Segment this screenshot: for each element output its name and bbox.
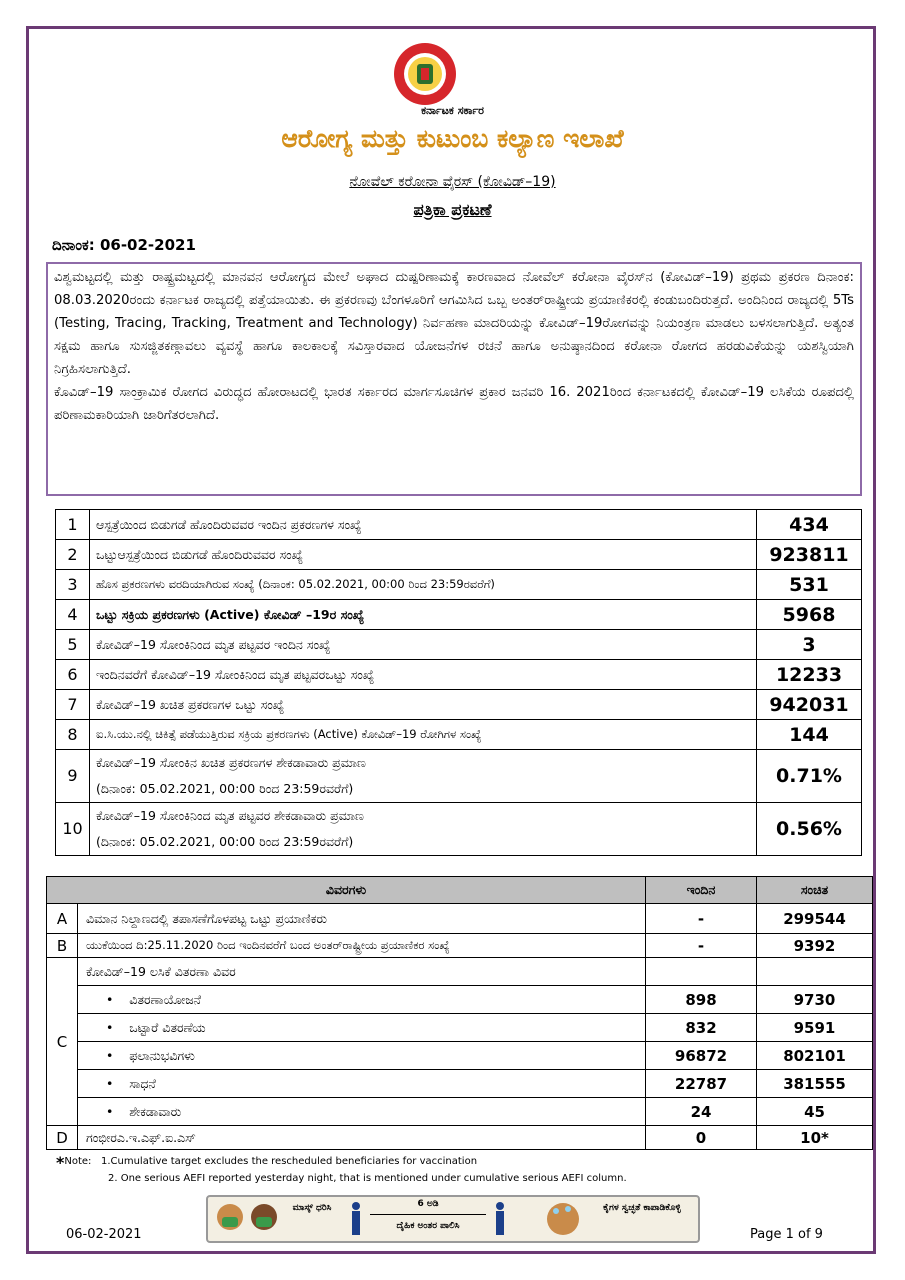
- distance-text: ದೈಹಿಕ ಅಂತರ ಪಾಲಿಸಿ: [396, 1221, 460, 1231]
- table-row: [47, 1126, 873, 1150]
- item-today: 22787: [646, 1070, 757, 1098]
- row-letter: A: [47, 904, 78, 934]
- empty-cell: [757, 958, 873, 986]
- row-today: 0: [646, 1126, 757, 1150]
- mask-text: ಮಾಸ್ಕ್ ಧರಿಸಿ: [292, 1203, 332, 1213]
- press-release-title: ಪತ್ರಿಕಾ ಪ್ರಕಟಣೆ: [413, 200, 492, 219]
- person-icon: [348, 1201, 364, 1237]
- table-row: [47, 958, 873, 986]
- item-label: ಫಲಾನುಭವಿಗಳು: [129, 1047, 195, 1063]
- intro-paragraph-1: ವಿಶ್ವಮಟ್ಟದಲ್ಲಿ ಮತ್ತು ರಾಷ್ಟ್ರಮಟ್ಟದಲ್ಲಿ ಮಾನವನ ಆರೋಗ್ಯದ ಮೇಲೆ ಅಘಾದ ದುಷ್ಪರಿಣಾಮಕ್ಕೆ ಕಾರಣವಾದ ನೋವೆಲ್ ಕರೋನಾ ವೈರಸ್‌ನ (ಕೋವಿಡ್–19) ಪ್ರಥಮ ಪ್ರಕರಣ ದಿನಾಂಕ: 08.03.2020ರಂದು ಕರ್ನಾಟಕ ರಾಜ್ಯದಲ್ಲಿ ಪತ್ತೆಯಾಯಿತು. ಈ ಪ್ರಕರಣವು ಬೆಂಗಳೂರಿಗೆ ಆಗಮಿಸಿದ ಒಬ್ಬ ಅಂತರ್‌ರಾಷ್ಟ್ರೀಯ ಪ್ರಯಾಣಿಕರಲ್ಲಿ ಕಂಡುಬಂದಿರುತ್ತದೆ. ಅಂದಿನಿಂದ ರಾಜ್ಯದಲ್ಲಿ 5Ts (Testing, Tracing, Tracking, Treatment and Technology) ನಿರ್ವಹಣಾ ಮಾದರಿಯನ್ನು ಕೋವಿಡ್–19ರೋಗವನ್ನು ನಿಯಂತ್ರಣ ಮಾಡಲು ಬಳಸಲಾಗುತ್ತಿದೆ. ಅತ್ಯಂತ ಸಕ್ಷಮ ಹಾಗೂ ಸುಸಜ್ಜಿತಕಣ್ಗಾವಲು ವ್ಯವಸ್ಥೆ ಹಾಗೂ ಕಾಲಕಾಲಕ್ಕೆ ಸವಿಸ್ತಾರವಾದ ಯೋಜನೆಗಳ ರಚನೆ ಹಾಗೂ ಅನುಷ್ಠಾನದಿಂದ ಕರೋನಾ ರೋಗದ ಹರಡುವಿಕೆಯನ್ನು ಯಶಸ್ವಿಯಾಗಿ ನಿಗ್ರಹಿಸಲಾಗುತ್ತಿದೆ.: [54, 270, 854, 377]
- row-label: [90, 750, 757, 803]
- row-number: 7: [56, 690, 90, 720]
- row-value: 3: [757, 630, 862, 660]
- row-label: ಯುಕೆಯಿಂದ ದಿ:25.11.2020 ರಿಂದ ಇಂದಿನವರೆಗೆ ಬಂದ ಅಂತರ್‌ರಾಷ್ಟ್ರೀಯ ಪ್ರಯಾಣಿಕರ ಸಂಖ್ಯೆ: [78, 934, 646, 958]
- row-label-line2: (ದಿನಾಂಕ: 05.02.2021, 00:00 ರಿಂದ 23:59ರವರೆಗೆ): [96, 781, 354, 796]
- karnataka-emblem: [393, 42, 457, 106]
- row-number: 2: [56, 540, 90, 570]
- subtitle: ನೋವೆಲ್ ಕರೋನಾ ವೈರಸ್ (ಕೋವಿಡ್–19): [349, 174, 556, 190]
- item-cumulative: 9591: [757, 1014, 873, 1042]
- row-label-line2: (ದಿನಾಂಕ: 05.02.2021, 00:00 ರಿಂದ 23:59ರವರೆಗೆ): [96, 834, 354, 849]
- row-label: ಕೋವಿಡ್–19 ಖಚಿತ ಪ್ರಕರಣಗಳ ಒಟ್ಟು ಸಂಖ್ಯೆ: [90, 690, 757, 720]
- row-label: ವಿಮಾನ ನಿಲ್ದಾಣದಲ್ಲಿ ತಪಾಸಣೆಗೊಳಪಟ್ಟ ಒಟ್ಟು ಪ್ರಯಾಣಿಕರು: [78, 904, 646, 934]
- row-label: ಆಸ್ಪತ್ರೆಯಿಂದ ಬಿಡುಗಡೆ ಹೊಂದಿರುವವರ ಇಂದಿನ ಪ್ರಕರಣಗಳ ಸಂಖ್ಯೆ: [90, 510, 757, 540]
- table-row: [56, 660, 862, 690]
- release-date: ದಿನಾಂಕ: 06-02-2021: [52, 236, 196, 254]
- item-today: 832: [646, 1014, 757, 1042]
- person-icon: [492, 1201, 508, 1237]
- stats-table: [55, 509, 862, 856]
- item-cumulative: 381555: [757, 1070, 873, 1098]
- list-item: [47, 1070, 873, 1098]
- department-title: ಆರೋಗ್ಯ ಮತ್ತು ಕುಟುಂಬ ಕಲ್ಯಾಣ ಇಲಾಖೆ: [281, 124, 624, 153]
- bullet-label: • ಫಲಾನುಭವಿಗಳು: [78, 1042, 646, 1070]
- list-item: [47, 1014, 873, 1042]
- row-number: 8: [56, 720, 90, 750]
- row-cumulative: 9392: [757, 934, 873, 958]
- row-label: ಹೊಸ ಪ್ರಕರಣಗಳು ವರದಿಯಾಗಿರುವ ಸಂಖ್ಯೆ (ದಿನಾಂಕ: 05.02.2021, 00:00 ರಿಂದ 23:59ರವರೆಗೆ): [90, 570, 757, 600]
- row-label: ಗಂಭೀರಎ.ಇ.ಎಫ್.ಐ.ಎಸ್: [78, 1126, 646, 1150]
- item-cumulative: 9730: [757, 986, 873, 1014]
- hands-text: ಕೈಗಳ ಸ್ವಚ್ಛತೆ ಕಾಪಾಡಿಕೊಳ್ಳಿ: [603, 1203, 681, 1213]
- row-label: ಕೋವಿಡ್–19 ಸೋಂಕಿನಿಂದ ಮೃತ ಪಟ್ಟವರ ಇಂದಿನ ಸಂಖ್ಯೆ: [90, 630, 757, 660]
- item-today: 24: [646, 1098, 757, 1126]
- item-label: ವಿತರಣಾಯೋಜನೆ: [129, 991, 202, 1007]
- handwash-icon: [538, 1201, 588, 1237]
- table-header-row: [47, 877, 873, 904]
- row-value: 531: [757, 570, 862, 600]
- table-row: [56, 510, 862, 540]
- bullet-label: • ಶೇಕಡಾವಾರು: [78, 1098, 646, 1126]
- table-row: [47, 904, 873, 934]
- item-label: ಶೇಕಡಾವಾರು: [129, 1103, 182, 1119]
- row-number: 9: [56, 750, 90, 803]
- row-value: 923811: [757, 540, 862, 570]
- row-value: 942031: [757, 690, 862, 720]
- empty-cell: [646, 958, 757, 986]
- distance-arrow: [370, 1214, 486, 1215]
- header-today: ಇಂದಿನ: [646, 877, 757, 904]
- table-row: [56, 570, 862, 600]
- row-label: ಕೋವಿಡ್–19 ಲಸಿಕೆ ವಿತರಣಾ ವಿವರ: [78, 958, 646, 986]
- notes: [56, 1154, 627, 1187]
- row-number: 5: [56, 630, 90, 660]
- item-label: ಸಾಧನೆ: [129, 1075, 156, 1091]
- item-today: 898: [646, 986, 757, 1014]
- distance-label: 6 ಅಡಿ: [417, 1199, 439, 1209]
- list-item: [47, 1042, 873, 1070]
- row-label: ಇಂದಿನವರೆಗೆ ಕೋವಿಡ್–19 ಸೋಂಕಿನಿಂದ ಮೃತ ಪಟ್ಟವರಒಟ್ಟು ಸಂಖ್ಯೆ: [90, 660, 757, 690]
- row-today: -: [646, 934, 757, 958]
- row-value: 144: [757, 720, 862, 750]
- row-label: ಒಟ್ಟುಆಸ್ಪತ್ರೆಯಿಂದ ಬಿಡುಗಡೆ ಹೊಂದಿರುವವರ ಸಂಖ್ಯೆ: [90, 540, 757, 570]
- table-row: [56, 600, 862, 630]
- row-number: 4: [56, 600, 90, 630]
- row-label-line1: ಕೋವಿಡ್–19 ಸೋಂಕಿನಿಂದ ಮೃತ ಪಟ್ಟವರ ಶೇಕಡಾವಾರು ಪ್ರಮಾಣ: [96, 808, 364, 823]
- table-row: [56, 750, 862, 803]
- row-today: -: [646, 904, 757, 934]
- table-row: [56, 803, 862, 856]
- intro-box: [46, 262, 862, 496]
- row-cumulative: 10*: [757, 1126, 873, 1150]
- government-name: ಕರ್ನಾಟಕ ಸರ್ಕಾರ: [421, 104, 484, 117]
- row-letter: B: [47, 934, 78, 958]
- header-details: ವಿವರಗಳು: [47, 877, 646, 904]
- table-row: [56, 540, 862, 570]
- bullet-label: • ಸಾಧನೆ: [78, 1070, 646, 1098]
- row-label: ಐ.ಸಿ.ಯು.ನಲ್ಲಿ ಚಿಕಿತ್ಸೆ ಪಡೆಯುತ್ತಿರುವ ಸಕ್ರಿಯ ಪ್ರಕರಣಗಳು (Active) ಕೋವಿಡ್–19 ರೋಗಿಗಳ ಸಂಖ್ಯೆ: [90, 720, 757, 750]
- footer-date: 06-02-2021: [66, 1227, 142, 1242]
- mask-people-icon: [214, 1201, 284, 1237]
- list-item: [47, 1098, 873, 1126]
- item-cumulative: 802101: [757, 1042, 873, 1070]
- row-value: 5968: [757, 600, 862, 630]
- table-row: [56, 690, 862, 720]
- row-number: 10: [56, 803, 90, 856]
- safety-banner: [206, 1195, 700, 1243]
- table-row: [56, 720, 862, 750]
- row-letter: C: [47, 958, 78, 1126]
- row-value: 0.56%: [757, 803, 862, 856]
- row-value: 12233: [757, 660, 862, 690]
- details-table: [46, 876, 873, 1150]
- list-item: [47, 986, 873, 1014]
- bullet-label: • ಒಟ್ಟಾರೆ ವಿತರಣೆಯ: [78, 1014, 646, 1042]
- page-number: Page 1 of 9: [750, 1227, 823, 1242]
- row-number: 1: [56, 510, 90, 540]
- row-label: [90, 803, 757, 856]
- row-letter: D: [47, 1126, 78, 1150]
- item-cumulative: 45: [757, 1098, 873, 1126]
- item-today: 96872: [646, 1042, 757, 1070]
- row-label-line1: ಕೋವಿಡ್–19 ಸೋಂಕಿನ ಖಚಿತ ಪ್ರಕರಣಗಳ ಶೇಕಡಾವಾರು ಪ್ರಮಾಣ: [96, 755, 366, 770]
- intro-paragraph-2: ಕೊವಿಡ್–19 ಸಾಂಕ್ರಾಮಿಕ ರೋಗದ ವಿರುದ್ಧದ ಹೋರಾಟದಲ್ಲಿ ಭಾರತ ಸರ್ಕಾರದ ಮಾರ್ಗಸೂಚಿಗಳ ಪ್ರಕಾರ ಜನವರಿ 16. 2021ರಿಂದ ಕರ್ನಾಟಕದಲ್ಲಿ ಕೋವಿಡ್–19 ಲಸಿಕೆಯ ರೂಪದಲ್ಲಿ ಪರಿಣಾಮಕಾರಿಯಾಗಿ ಜಾರಿಗೆತರಲಾಗಿದೆ.: [54, 385, 854, 423]
- row-cumulative: 299544: [757, 904, 873, 934]
- header-cumulative: ಸಂಚಿತ: [757, 877, 873, 904]
- note-label: Note:: [64, 1156, 92, 1167]
- note-1: 1.Cumulative target excludes the rescheduled beneficiaries for vaccination: [100, 1156, 478, 1167]
- table-row: [56, 630, 862, 660]
- note-2: 2. One serious AEFI reported yesterday night, that is mentioned under cumulative serious AEFI column.: [108, 1173, 627, 1184]
- note-star: *: [56, 1153, 65, 1172]
- row-label: ಒಟ್ಟು ಸಕ್ರಿಯ ಪ್ರಕರಣಗಳು (Active) ಕೋವಿಡ್ –19ರ ಸಂಖ್ಯೆ: [90, 600, 757, 630]
- row-value: 0.71%: [757, 750, 862, 803]
- row-number: 6: [56, 660, 90, 690]
- row-value: 434: [757, 510, 862, 540]
- bullet-label: • ವಿತರಣಾಯೋಜನೆ: [78, 986, 646, 1014]
- item-label: ಒಟ್ಟಾರೆ ವಿತರಣೆಯ: [129, 1019, 206, 1035]
- row-number: 3: [56, 570, 90, 600]
- table-row: [47, 934, 873, 958]
